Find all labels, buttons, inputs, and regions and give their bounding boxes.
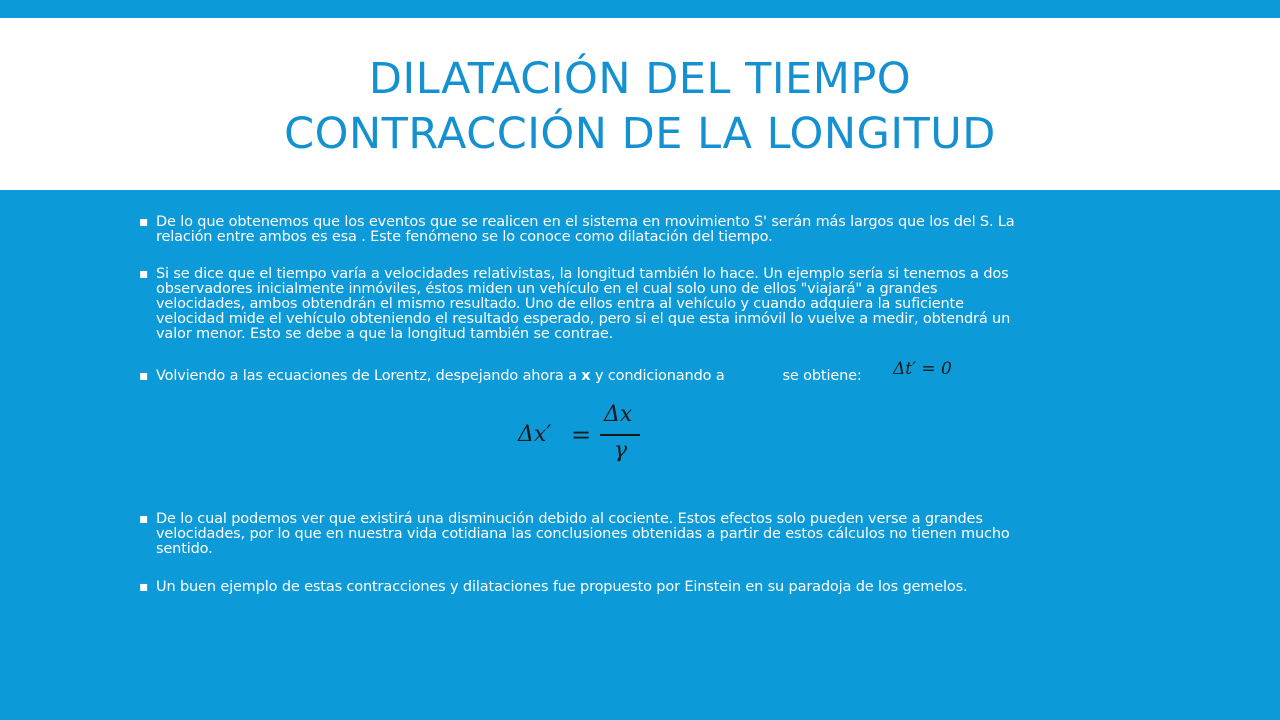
top-accent-band: [0, 0, 1280, 18]
bullet-line: Un buen ejemplo de estas contracciones y dilataciones fue propuesto por Einstein en su paradoja de los gemelos.: [156, 579, 968, 595]
bullet-item-conclusion: [139, 511, 1136, 557]
bullet-line: observadores inicialmente inmóviles, éstos miden un vehículo en el cual solo uno de ellos "viajará" a grandes: [156, 281, 938, 297]
formula-lhs: Δx′: [518, 422, 552, 447]
bullet-line: [156, 369, 1136, 384]
inline-formula-delta-t: Δt′ = 0: [893, 359, 952, 379]
bullet-line: valor menor. Esto se debe a que la longitud también se contrae.: [156, 326, 614, 342]
bullet-line: relación entre ambos es esa . Este fenómeno se lo conoce como dilatación del tiempo.: [156, 229, 773, 245]
bullet-item-twins: [139, 579, 1136, 595]
slide-title-line-2: CONTRACCIÓN DE LA LONGITUD: [284, 109, 996, 159]
bullet-line: velocidades, por lo que en nuestra vida cotidiana las conclusiones obtenidas a partir de estos cálculos no tienen mucho: [156, 526, 1010, 542]
slide-title-line-1: DILATACIÓN DEL TIEMPO: [368, 54, 912, 104]
bullet-line: De lo que obtenemos que los eventos que se realicen en el sistema en movimiento S' serán más largos que los del S. La: [156, 214, 1015, 230]
lorentz-text-after: y condicionando a se obtiene:: [590, 368, 862, 384]
formula-equals: =: [571, 421, 592, 449]
square-bullet-icon: ▪: [139, 266, 149, 282]
slide-body: [0, 190, 1280, 720]
fraction-bar: [600, 434, 640, 436]
length-contraction-formula: [516, 403, 646, 465]
formula-denominator: γ: [614, 438, 628, 463]
bullet-item-lorentz: [139, 368, 1136, 384]
square-bullet-icon: ▪: [139, 368, 149, 384]
bullet-line: sentido.: [156, 541, 213, 557]
lorentz-variable-x: x: [581, 368, 591, 384]
lorentz-text-before: Volviendo a las ecuaciones de Lorentz, despejando ahora a: [156, 368, 582, 384]
bullet-item-length: [139, 266, 1136, 342]
bullet-line: velocidad mide el vehículo obteniendo el resultado esperado, pero si el que esta inmóvil lo vuelve a medir, obtendrá un: [156, 311, 1011, 327]
title-band: [0, 18, 1280, 190]
bullet-line: Si se dice que el tiempo varía a velocidades relativistas, la longitud también lo hace. Un ejemplo sería si tenemos a dos: [156, 266, 1009, 282]
formula-numerator: Δx: [604, 402, 633, 427]
bullet-item-dilation: [139, 214, 1136, 245]
square-bullet-icon: ▪: [139, 214, 149, 230]
square-bullet-icon: ▪: [139, 579, 149, 595]
bullet-line: velocidades, ambos obtendrán el mismo resultado. Uno de ellos entra al vehículo y cuando adquiera la suficiente: [156, 296, 964, 312]
square-bullet-icon: ▪: [139, 511, 149, 527]
bullet-line: De lo cual podemos ver que existirá una disminución debido al cociente. Estos efectos solo pueden verse a grandes: [156, 511, 983, 527]
